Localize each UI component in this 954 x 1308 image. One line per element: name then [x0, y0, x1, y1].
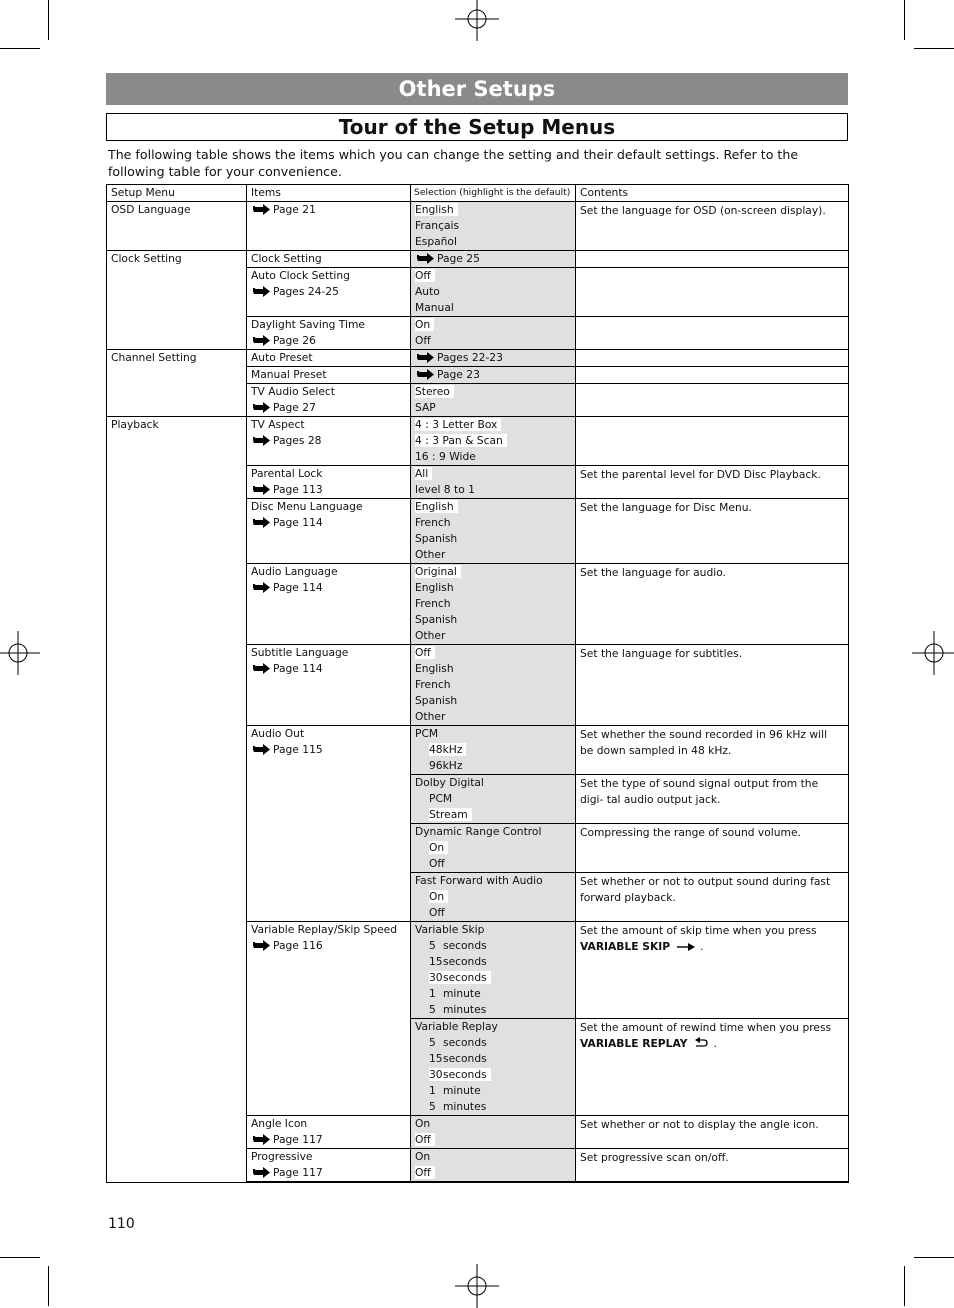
selection-option: English [415, 581, 454, 594]
contents-cell: Set the language for audio. [576, 564, 849, 645]
selection-option: Other [415, 710, 446, 723]
items-cell: Auto Preset [247, 350, 411, 367]
items-cell: Parental Lock Page 113 [247, 466, 411, 499]
items-cell: Daylight Saving Time Page 26 [247, 317, 411, 350]
selection-cell [411, 1149, 576, 1183]
page-reference: Page 23 [415, 367, 575, 383]
contents-cell [576, 317, 849, 350]
contents-cell: Set the parental level for DVD Disc Playback. [576, 466, 849, 499]
items-cell: Angle Icon Page 117 [247, 1116, 411, 1149]
crop-mark [48, 0, 49, 40]
page-arrow-icon [253, 335, 271, 350]
page-arrow-icon [253, 204, 271, 220]
selection-option: Off [415, 645, 575, 661]
selection-option: Fast Forward with Audio [415, 874, 543, 887]
page-arrow-icon [253, 435, 271, 451]
selection-option: Variable Replay [415, 1020, 498, 1033]
registration-mark-icon [0, 631, 40, 675]
page-arrow-icon [253, 402, 271, 417]
selection-option: 96kHz [429, 759, 463, 772]
page-reference: Pages 28 [251, 433, 410, 449]
selection-option: 48kHz [415, 742, 575, 758]
selection-option: All [415, 466, 575, 482]
selection-option: Off [415, 1132, 575, 1148]
selection-cell [411, 564, 576, 645]
selection-cell [411, 775, 576, 824]
selection-option: 5 minutes [429, 1003, 487, 1016]
selection-option: 15seconds [429, 955, 487, 968]
selection-option: PCM [429, 792, 453, 805]
selection-cell [411, 202, 576, 251]
contents-cell: Set the language for OSD (on-screen display). [576, 202, 849, 251]
page-reference: Page 27 [251, 400, 410, 416]
page-arrow-icon [253, 517, 271, 533]
items-cell: Manual Preset [247, 367, 411, 384]
variable-replay-button-label: VARIABLE REPLAY [580, 1037, 688, 1050]
selection-option: French [415, 597, 451, 610]
selection-cell [411, 645, 576, 726]
table-row [107, 202, 849, 251]
selection-option: 30seconds [415, 970, 575, 986]
selection-cell [411, 384, 576, 417]
selection-cell [411, 922, 576, 1019]
page-reference: Page 114 [251, 661, 410, 677]
selection-option: 5 minutes [429, 1100, 487, 1113]
selection-option: Other [415, 629, 446, 642]
selection-option: Off [429, 906, 445, 919]
table-row [107, 251, 849, 268]
page-arrow-icon [253, 744, 271, 760]
items-cell [247, 202, 411, 251]
selection-cell [411, 1116, 576, 1149]
selection-option: 30seconds [415, 1067, 575, 1083]
selection-cell [411, 499, 576, 564]
selection-option: 1 minute [429, 1084, 481, 1097]
page-arrow-icon [417, 253, 435, 268]
page-reference: Pages 22-23 [415, 350, 575, 366]
menu-cell: Clock Setting [107, 251, 247, 350]
selection-option: On [415, 1117, 431, 1130]
crop-mark [904, 1266, 905, 1306]
page-reference: Page 117 [251, 1165, 410, 1181]
contents-cell: Set whether the sound recorded in 96 kHz will be down sampled in 48 kHz. [576, 726, 849, 775]
page-reference: Page 21 [251, 202, 410, 218]
selection-option: Spanish [415, 613, 458, 626]
registration-mark-icon [912, 631, 954, 675]
contents-cell: Set whether or not to output sound during fast forward playback. [576, 873, 849, 922]
header-setup-menu: Setup Menu [107, 185, 247, 202]
page-reference: Page 113 [251, 482, 410, 498]
intro-paragraph: The following table shows the items which you can change the setting and their default settings. Refer to the following table for your convenience. [108, 147, 799, 179]
skip-forward-icon [676, 941, 696, 957]
items-cell: Subtitle Language Page 114 [247, 645, 411, 726]
table-row [107, 417, 849, 466]
selection-cell [411, 466, 576, 499]
page-reference: Page 26 [251, 333, 410, 349]
selection-cell [411, 873, 576, 922]
page-arrow-icon [253, 1167, 271, 1182]
selection-option: Dynamic Range Control [415, 825, 542, 838]
registration-mark-icon [455, 0, 499, 41]
items-cell: Audio Language Page 114 [247, 564, 411, 645]
variable-skip-button-label: VARIABLE SKIP [580, 940, 671, 953]
crop-mark [914, 48, 954, 49]
table-header-row [107, 185, 849, 202]
contents-cell: Set whether or not to display the angle icon. [576, 1116, 849, 1149]
selection-option: Spanish [415, 532, 458, 545]
contents-cell: Set the language for Disc Menu. [576, 499, 849, 564]
setup-menu-table [106, 184, 849, 1183]
selection-option: Off [429, 857, 445, 870]
contents-cell [576, 384, 849, 417]
selection-option: Stereo [415, 384, 575, 400]
menu-cell: Channel Setting [107, 350, 247, 417]
selection-cell [411, 726, 576, 775]
selection-option: 4 : 3 Pan & Scan [415, 433, 575, 449]
selection-option: Stream [415, 807, 575, 823]
items-cell: Audio Out Page 115 [247, 726, 411, 922]
menu-cell: Playback [107, 417, 247, 1183]
selection-cell [411, 350, 576, 367]
items-cell: TV Aspect Pages 28 [247, 417, 411, 466]
crop-mark [914, 1257, 954, 1258]
selection-option: Español [415, 235, 457, 248]
selection-option: On [415, 889, 575, 905]
selection-option: Variable Skip [415, 923, 485, 936]
selection-option: Dolby Digital [415, 776, 484, 789]
contents-cell: Set progressive scan on/off. [576, 1149, 849, 1183]
replay-icon [693, 1037, 709, 1054]
selection-option: English [415, 662, 454, 675]
crop-mark [904, 0, 905, 40]
selection-option: French [415, 516, 451, 529]
page-arrow-icon [253, 286, 271, 302]
header-items: Items [247, 185, 411, 202]
page-reference: Page 117 [251, 1132, 410, 1148]
selection-option: English [415, 499, 575, 515]
items-cell: Disc Menu Language Page 114 [247, 499, 411, 564]
items-cell: TV Audio Select Page 27 [247, 384, 411, 417]
selection-option: 15seconds [429, 1052, 487, 1065]
selection-option: On [415, 317, 575, 333]
section-title: Other Setups [106, 73, 848, 105]
selection-cell [411, 317, 576, 350]
selection-option: 4 : 3 Letter Box [415, 417, 575, 433]
contents-cell [576, 350, 849, 367]
page-arrow-icon [253, 940, 271, 956]
items-cell: Auto Clock Setting Pages 24-25 [247, 268, 411, 317]
page-arrow-icon [253, 1134, 271, 1149]
menu-cell: OSD Language [107, 202, 247, 251]
items-cell: Progressive Page 117 [247, 1149, 411, 1183]
contents-cell [576, 417, 849, 466]
table-row [107, 350, 849, 367]
selection-option: level 8 to 1 [415, 483, 475, 496]
page-reference: Page 115 [251, 742, 410, 758]
page-arrow-icon [253, 663, 271, 679]
selection-option: 5 seconds [429, 939, 487, 952]
selection-cell [411, 824, 576, 873]
selection-cell [411, 268, 576, 317]
selection-option: Off [415, 268, 575, 284]
selection-option: Off [415, 1165, 575, 1181]
items-cell: Variable Replay/Skip Speed Page 116 [247, 922, 411, 1116]
contents-cell: Set the amount of skip time when you press VARIABLE SKIP . [576, 922, 849, 1019]
contents-cell: Compressing the range of sound volume. [576, 824, 849, 873]
selection-option: English [415, 202, 575, 218]
page-arrow-icon [253, 484, 271, 499]
crop-mark [48, 1266, 49, 1306]
page-reference: Page 116 [251, 938, 410, 954]
registration-mark-icon [455, 1264, 499, 1308]
header-contents: Contents [576, 185, 849, 202]
page-arrow-icon [417, 369, 435, 384]
items-cell: Clock Setting [247, 251, 411, 268]
selection-cell [411, 251, 576, 268]
selection-option: Other [415, 548, 446, 561]
selection-option: PCM [415, 727, 439, 740]
selection-option: 1 minute [429, 987, 481, 1000]
selection-option: French [415, 678, 451, 691]
page-arrow-icon [417, 352, 435, 367]
selection-option: 5 seconds [429, 1036, 487, 1049]
contents-cell [576, 268, 849, 317]
page-arrow-icon [253, 582, 271, 598]
page-reference: Pages 24-25 [251, 284, 410, 300]
selection-option: SAP [415, 401, 436, 414]
crop-mark [0, 1257, 40, 1258]
selection-option: 16 : 9 Wide [415, 450, 476, 463]
selection-option: Off [415, 334, 431, 347]
page-reference: Page 114 [251, 580, 410, 596]
page-number: 110 [108, 1216, 135, 1232]
page-reference: Page 114 [251, 515, 410, 531]
header-selection: Selection (highlight is the default) [411, 185, 576, 202]
contents-cell: Set the language for subtitles. [576, 645, 849, 726]
selection-option: On [415, 840, 575, 856]
selection-cell [411, 1019, 576, 1116]
selection-cell [411, 417, 576, 466]
contents-cell [576, 251, 849, 268]
page-title: Tour of the Setup Menus [106, 113, 848, 141]
selection-option: Français [415, 219, 460, 232]
selection-cell [411, 367, 576, 384]
contents-cell: Set the amount of rewind time when you press VARIABLE REPLAY . [576, 1019, 849, 1116]
selection-option: Manual [415, 301, 454, 314]
crop-mark [0, 48, 40, 49]
selection-option: On [415, 1150, 431, 1163]
selection-option: Auto [415, 285, 440, 298]
contents-cell [576, 367, 849, 384]
selection-option: Spanish [415, 694, 458, 707]
selection-option: Original [415, 564, 575, 580]
page-reference: Page 25 [415, 251, 575, 267]
contents-cell: Set the type of sound signal output from the digi- tal audio output jack. [576, 775, 849, 824]
